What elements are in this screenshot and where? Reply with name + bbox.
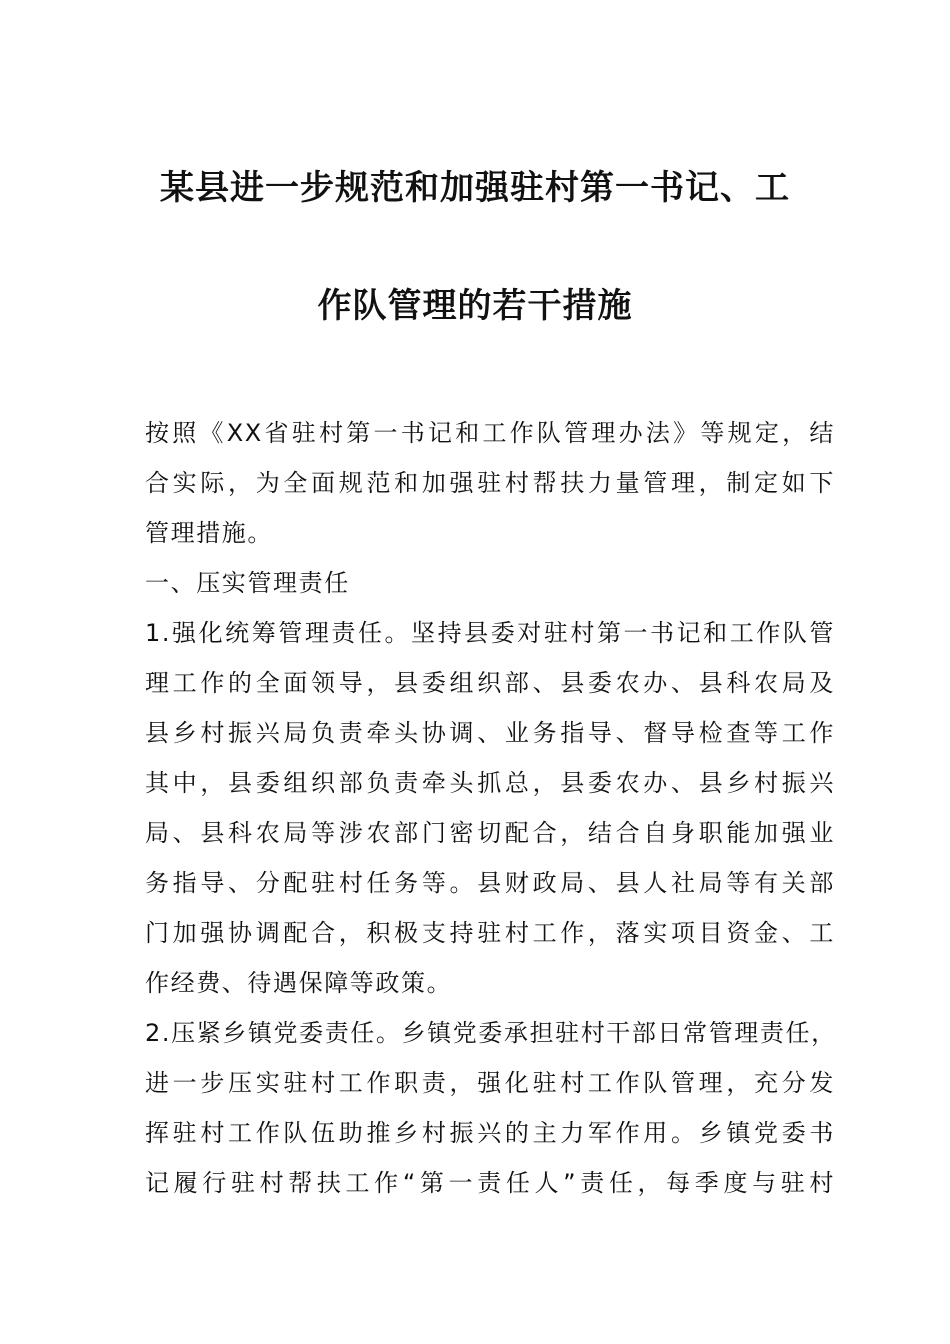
section-heading-1: 一、压实管理责任 bbox=[145, 569, 350, 597]
item-1-line-7: 门加强协调配合，积极支持驻村工作，落实项目资金、工 bbox=[145, 919, 835, 947]
intro-line-2: 合实际，为全面规范和加强驻村帮扶力量管理，制定如下 bbox=[145, 469, 835, 497]
item-1-line-6: 务指导、分配驻村任务等。县财政局、县人社局等有关部 bbox=[145, 869, 835, 897]
document-title-line-2: 作队管理的若干措施 bbox=[317, 286, 633, 326]
document-title-line-1: 某县进一步规范和加强驻村第一书记、工 bbox=[160, 168, 790, 208]
document-body bbox=[145, 408, 835, 1208]
intro-line-1: 按照《XX省驻村第一书记和工作队管理办法》等规定，结 bbox=[145, 419, 835, 447]
item-1-line-5: 局、县科农局等涉农部门密切配合，结合自身职能加强业 bbox=[145, 819, 835, 847]
intro-line-3: 管理措施。 bbox=[145, 519, 273, 547]
item-2-line-4: 记履行驻村帮扶工作“第一责任人”责任，每季度与驻村 bbox=[145, 1169, 835, 1197]
item-2-line-1: 2.压紧乡镇党委责任。乡镇党委承担驻村干部日常管理责任， bbox=[145, 1019, 837, 1047]
item-1-line-8: 作经费、待遇保障等政策。 bbox=[145, 969, 453, 997]
item-2-line-3: 挥驻村工作队伍助推乡村振兴的主力军作用。乡镇党委书 bbox=[145, 1119, 835, 1147]
item-1-line-2: 理工作的全面领导，县委组织部、县委农办、县科农局及 bbox=[145, 669, 835, 697]
item-1-line-4: 其中，县委组织部负责牵头抓总，县委农办、县乡村振兴 bbox=[145, 769, 835, 797]
item-2-line-2: 进一步压实驻村工作职责，强化驻村工作队管理，充分发 bbox=[145, 1069, 835, 1097]
item-1-line-3: 县乡村振兴局负责牵头协调、业务指导、督导检查等工作 bbox=[145, 719, 835, 747]
item-1-line-1: 1.强化统筹管理责任。坚持县委对驻村第一书记和工作队管 bbox=[145, 619, 835, 647]
